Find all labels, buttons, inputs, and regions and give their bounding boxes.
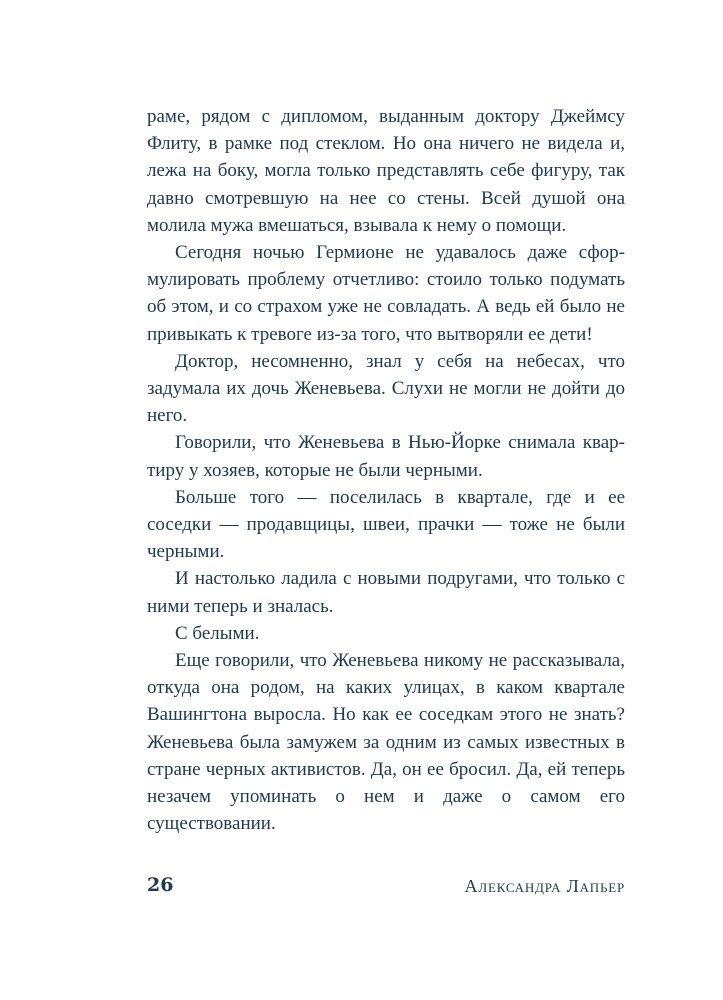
paragraph: Еще говорили, что Женевьева никому не рассказывала, откуда она родом, на каких улицах, в каком квартале Вашингтона выросла. Но как ее соседкам этого не знать? Женевьева была замужем за одним из самых известных в стране черных активистов. Да, он ее бросил. Да, ей теперь незачем упоминать о нем и даже о самом его существовании. [147,650,625,835]
paragraph: Говорили, что Женевьева в Нью-Йорке снимала квартиру у хозяев, которые не были черными. [147,432,625,481]
page-number: 26 [147,874,174,896]
paragraph: Сегодня ночью Гермионе не удавалось даже сформулировать проблему отчетливо: стоило только подумать об этом, и со страхом уже не совладать. А ведь ей было не привыкать к тревоге из-за того, что вытворяли ее дети! [147,242,625,345]
paragraph: Больше того — поселилась в квартале, где и ее соседки — продавщицы, швеи, прачки — тоже не были черными. [147,486,625,563]
running-head-author: Александра Лапьер [464,876,625,896]
body-text [147,103,625,837]
paragraph: И настолько ладила с новыми подругами, что только с ними теперь и зналась. [147,568,625,617]
paragraph: С белыми. [175,622,260,644]
paragraph: раме, рядом с дипломом, выданным доктору Джеймсу Флиту, в рамке под стеклом. Но она ничего не видела и, лежа на боку, могла только представлять себе фигуру, так давно смотревшую на нее со стены. Всей душой она молила мужа вмешаться, взывала к нему о помощи. [147,106,625,236]
page-footer [147,873,625,903]
paragraph: Доктор, несомненно, знал у себя на небесах, что задумала их дочь Женевьева. Слухи не могли не дойти до него. [147,350,625,427]
